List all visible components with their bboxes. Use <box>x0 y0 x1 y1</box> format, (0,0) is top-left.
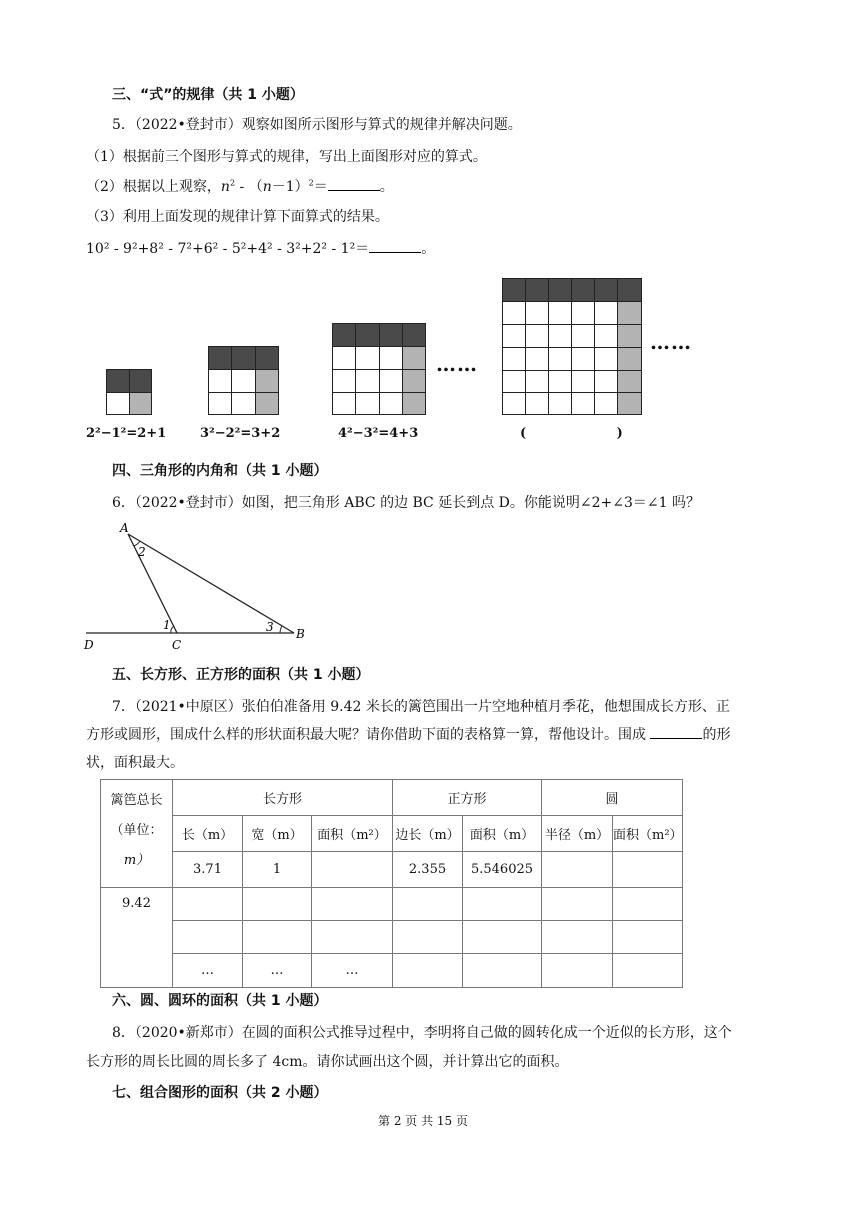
col-rect-area: 面积（m²） <box>312 816 393 852</box>
col-width: 宽（m） <box>243 816 312 852</box>
point-label-A: A <box>120 521 129 535</box>
cell-radius-1[interactable] <box>542 852 613 888</box>
q5-part2-mid: （ <box>248 179 263 195</box>
q5-part2-eq: ＝ <box>313 179 328 195</box>
equation-2: 3²−2²=3+2 <box>200 426 281 441</box>
angle-label-3: 3 <box>266 620 274 634</box>
cell-ellipsis-2: … <box>243 954 312 988</box>
fence-table <box>100 779 683 988</box>
q5-part2-end: －1） <box>271 179 309 195</box>
cell-circle-area-1[interactable] <box>613 852 683 888</box>
equation-4-blank: ( ) <box>520 426 623 441</box>
q7-line1: 7．（2021•中原区）张伯伯准备用 9.42 米长的篱笆围出一片空地种植月季花，他想围成长方形、正 <box>112 699 730 715</box>
q5-formula-tail: 。 <box>421 241 436 257</box>
section-heading-5: 五、长方形、正方形的面积（共 1 小题） <box>112 667 370 683</box>
q5-part3: （3）利用上面发现的规律计算下面算式的结果。 <box>86 209 389 225</box>
triangle-diagram <box>80 515 320 655</box>
angle-label-2: 2 <box>138 545 146 559</box>
equation-1: 2²−1²=2+1 <box>86 426 167 441</box>
q5-part2-n2: n <box>262 179 272 195</box>
cell-width-1: 1 <box>243 852 312 888</box>
point-label-D: D <box>84 638 94 652</box>
q7-line3: 状，面积最大。 <box>86 755 184 771</box>
grid-figure-3 <box>332 323 426 415</box>
point-label-B: B <box>296 627 305 641</box>
col-circle-area: 面积（m²） <box>613 816 683 852</box>
col-square-area: 面积（m） <box>463 816 542 852</box>
q5-formula-line <box>86 238 435 258</box>
q8-line2: 长方形的周长比圆的周长多了 4cm。请你试画出这个圆，并计算出它的面积。 <box>86 1054 569 1070</box>
cell-side-1: 2.355 <box>393 852 463 888</box>
answer-blank[interactable] <box>328 176 380 191</box>
q8-line1: 8．（2020•新郑市）在圆的面积公式推导过程中，李明将自己做的圆转化成一个近似的长方形，这个 <box>112 1025 732 1041</box>
col-side: 边长（m） <box>393 816 463 852</box>
cell-total: 9.42 <box>101 888 173 988</box>
header-rectangle: 长方形 <box>173 780 393 816</box>
cell-ellipsis-1: … <box>173 954 243 988</box>
col-radius: 半径（m） <box>542 816 613 852</box>
q6-stem: 6．（2022•登封市）如图，把三角形 ABC 的边 BC 延长到点 D。你能说明∠2+∠3＝∠1 吗？ <box>112 495 700 511</box>
equation-3: 4²−3²=4+3 <box>338 426 419 441</box>
page-footer: 第 2 页 共 15 页 <box>378 1114 468 1128</box>
section-heading-4: 四、三角形的内角和（共 1 小题） <box>112 463 328 479</box>
grid-figure-n <box>502 278 642 415</box>
angle-label-1: 1 <box>163 618 171 632</box>
header-square: 正方形 <box>393 780 542 816</box>
section-heading-3: 三、“式”的规律（共 1 小题） <box>112 87 304 103</box>
cell-ellipsis-3: … <box>312 954 393 988</box>
cell-square-area-1: 5.546025 <box>463 852 542 888</box>
header-circle: 圆 <box>542 780 683 816</box>
answer-blank[interactable] <box>650 724 702 739</box>
grid-figure-1 <box>106 369 152 415</box>
grid-figure-2 <box>208 346 279 415</box>
q5-part2-tail: 。 <box>379 179 394 195</box>
q5-part2-pre: （2）根据以上观察， <box>86 179 221 195</box>
q5-part1: （1）根据前三个图形与算式的规律，写出上面图形对应的算式。 <box>86 149 487 165</box>
q5-part2: （2）根据以上观察，$n^2 - (n-1)^2=$ 。 <box>86 176 394 196</box>
section-heading-7: 七、组合图形的面积（共 2 小题） <box>112 1085 328 1101</box>
ellipsis-1: …… <box>436 352 478 376</box>
cell-length-1: 3.71 <box>173 852 243 888</box>
col-length: 长（m） <box>173 816 243 852</box>
ellipsis-2: …… <box>650 330 692 354</box>
point-label-C: C <box>172 638 182 652</box>
header-total-cell: 篱笆总长 （单位： m） <box>101 780 173 888</box>
q5-stem: 5．（2022•登封市）观察如图所示图形与算式的规律并解决问题。 <box>112 117 522 133</box>
answer-blank[interactable] <box>369 238 421 253</box>
q5-formula: 10² - 9²+8² - 7²+6² - 5²+4² - 3²+2² - 1²＝ <box>86 241 370 257</box>
section-heading-6: 六、圆、圆环的面积（共 1 小题） <box>112 993 328 1009</box>
cell-rect-area-1[interactable] <box>312 852 393 888</box>
q7-line2: 方形或圆形，围成什么样的形状面积最大呢？请你借助下面的表格算一算，帮他设计。围成 的形 <box>86 724 730 744</box>
q5-part2-n: n <box>220 179 230 195</box>
